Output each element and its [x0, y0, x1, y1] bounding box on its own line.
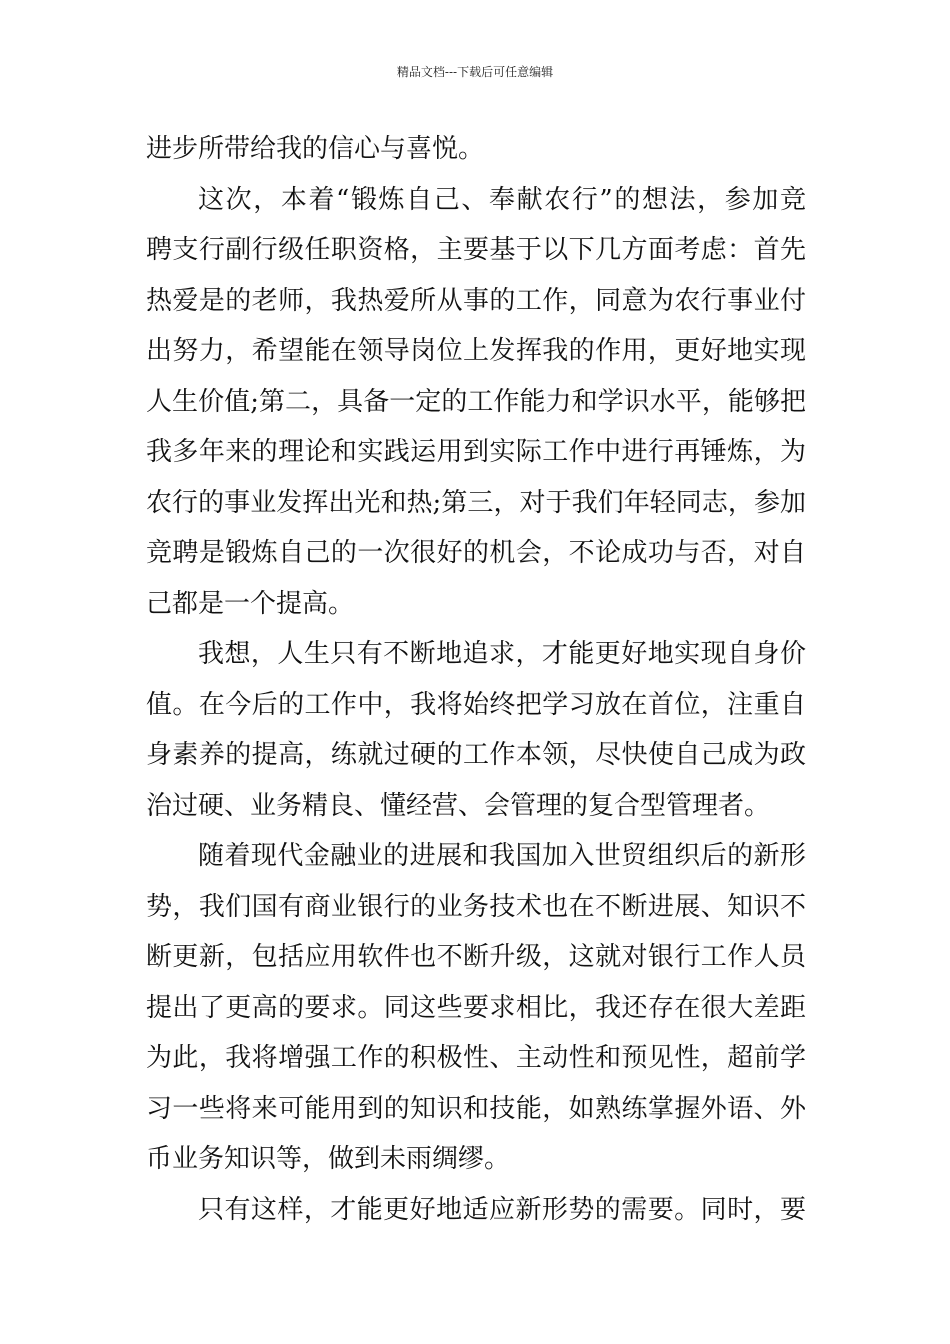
text-line: 势，我们国有商业银行的业务技术也在不断进展、知识不 — [146, 891, 806, 922]
text-line: 我多年来的理论和实践运用到实际工作中进行再锤炼，为 — [146, 437, 806, 467]
text-line: 农行的事业发挥出光和热;第三，对于我们年轻同志，参加 — [146, 487, 806, 518]
paragraph-1 — [146, 124, 806, 175]
paragraph-5 — [146, 1185, 806, 1236]
paragraph-2 — [146, 175, 806, 630]
paragraph-3 — [146, 629, 806, 831]
text-line: 治过硬、业务精良、懂经营、会管理的复合型管理者。 — [146, 790, 771, 821]
page-header: 精品文档---下载后可任意编辑 — [396, 65, 554, 79]
text-line: 习一些将来可能用到的知识和技能，如熟练掌握外语、外 — [146, 1093, 806, 1124]
text-line: 随着现代金融业的进展和我国加入世贸组织后的新形 — [198, 841, 806, 871]
paragraph-4 — [146, 831, 806, 1185]
document-body — [146, 124, 806, 1235]
text-line: 身素养的提高，练就过硬的工作本领，尽快使自己成为政 — [146, 740, 806, 770]
text-line: 提出了更高的要求。同这些要求相比，我还存在很大差距 — [146, 992, 806, 1023]
text-line: 竞聘是锻炼自己的一次很好的机会，不论成功与否，对自 — [146, 538, 806, 568]
text-line: 己都是一个提高。 — [146, 588, 355, 619]
text-line: 我想，人生只有不断地追求，才能更好地实现自身价 — [198, 639, 806, 669]
text-line: 只有这样，才能更好地适应新形势的需要。同时，要 — [198, 1194, 806, 1225]
text-line: 值。在今后的工作中，我将始终把学习放在首位，注重自 — [146, 689, 806, 720]
text-line: 热爱是的老师，我热爱所从事的工作，同意为农行事业付 — [146, 285, 806, 316]
text-line: 聘支行副行级任职资格，主要基于以下几方面考虑：首先 — [146, 235, 806, 265]
text-line: 进步所带给我的信心与喜悦。 — [146, 134, 485, 164]
text-line: 这次，本着“锻炼自己、奉献农行”的想法，参加竞 — [198, 184, 806, 215]
text-line: 人生价值;第二，具备一定的工作能力和学识水平，能够把 — [146, 386, 806, 417]
text-line: 断更新，包括应用软件也不断升级，这就对银行工作人员 — [146, 942, 806, 972]
text-line: 币业务知识等，做到未雨绸缪。 — [146, 1144, 511, 1174]
text-line: 为此，我将增强工作的积极性、主动性和预见性，超前学 — [146, 1043, 806, 1073]
text-line: 出努力，希望能在领导岗位上发挥我的作用，更好地实现 — [146, 336, 806, 366]
